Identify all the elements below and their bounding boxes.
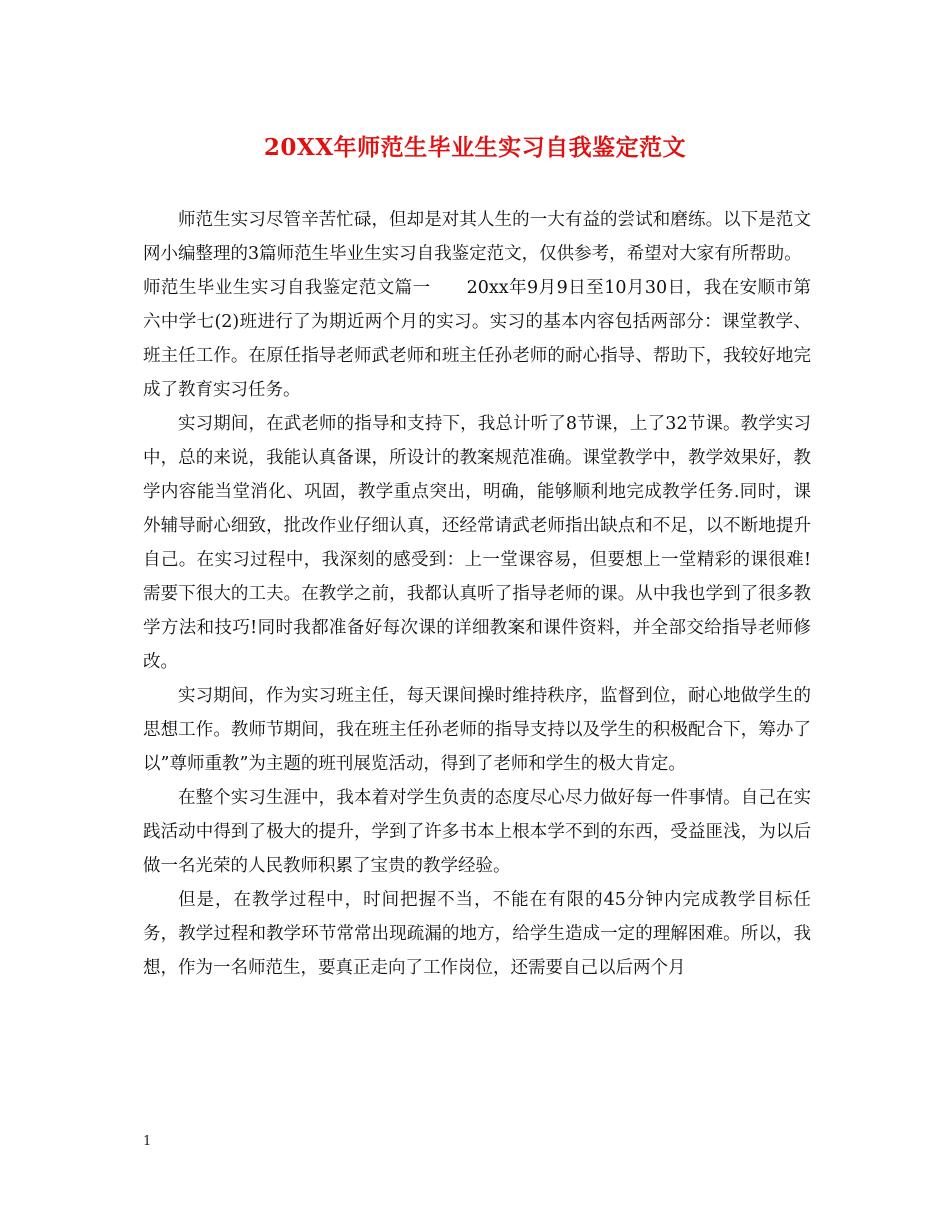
paragraph-teaching: 实习期间，在武老师的指导和支持下，我总计听了8节课，上了32节课。教学实习中，总的来说，我能认真备课，所设计的教案规范准确。课堂教学中，教学效果好，教学内容能当堂消化、巩固，教学重点突出，明确，能够顺利地完成教学任务.同时，课外辅导耐心细致，批改作业仔细认真，还经常请武老师指出缺点和不足，以不断地提升自己。在实习过程中，我深刻的感受到：上一堂课容易，但要想上一堂精彩的课很难!需要下很大的工夫。在教学之前，我都认真听了指导老师的课。从中我也学到了很多教学方法和技巧!同时我都准备好每次课的详细教案和课件资料，并全部交给指导老师修改。 bbox=[143, 414, 811, 672]
paragraph-intro: 师范生实习尽管辛苦忙碌，但却是对其人生的一大有益的尝试和磨练。以下是范文网小编整理的3篇师范生毕业生实习自我鉴定范文，仅供参考，希望对大家有所帮助。 bbox=[143, 210, 811, 264]
document-body bbox=[143, 203, 811, 985]
paragraph-shortcomings: 但是，在教学过程中，时间把握不当，不能在有限的45分钟内完成教学目标任务，教学过程和教学环节常常出现疏漏的地方，给学生造成一定的理解困难。所以，我想，作为一名师范生，要真正走向了工作岗位，还需要自己以后两个月 bbox=[143, 890, 811, 978]
paragraph-section-one: 师范生毕业生实习自我鉴定范文篇一 20xx年9月9日至10月30日，我在安顺市第六中学七(2)班进行了为期近两个月的实习。实习的基本内容包括两部分：课堂教学、班主任工作。在原任指导老师武老师和班主任孙老师的耐心指导、帮助下，我较好地完成了教育实习任务。 bbox=[143, 278, 811, 400]
page-number: 1 bbox=[143, 1134, 152, 1149]
paragraph-class-teacher: 实习期间，作为实习班主任，每天课间操时维持秩序，监督到位，耐心地做学生的思想工作。教师节期间，我在班主任孙老师的指导支持以及学生的积极配合下，筹办了以”尊师重教”为主题的班刊展览活动，得到了老师和学生的极大肯定。 bbox=[143, 686, 811, 774]
document-title: 20XX年师范生毕业生实习自我鉴定范文 bbox=[263, 134, 687, 161]
paragraph-gains: 在整个实习生涯中，我本着对学生负责的态度尽心尽力做好每一件事情。自己在实践活动中得到了极大的提升，学到了许多书本上根本学不到的东西，受益匪浅，为以后做一名光荣的人民教师积累了宝贵的教学经验。 bbox=[143, 788, 811, 876]
